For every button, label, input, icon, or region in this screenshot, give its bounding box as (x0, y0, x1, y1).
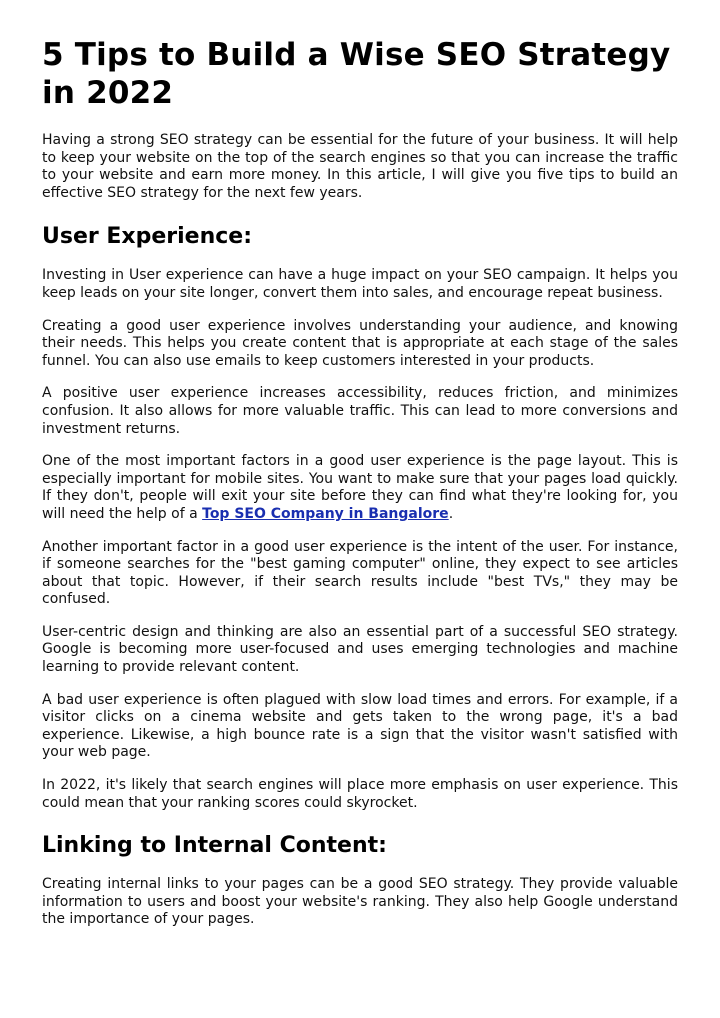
section-heading: User Experience: (42, 224, 253, 250)
paragraph: In 2022, it's likely that search engines will place more emphasis on user experience. This could mean that your ranking scores could skyrocket. (42, 777, 678, 811)
paragraph: A bad user experience is often plagued with slow load times and errors. For example, if a visitor clicks on a cinema website and gets taken to the wrong page, it's a bad experience. Likewise, a high bounce rate is a sign that the visitor wasn't satisfied with your web page. (42, 691, 678, 761)
paragraph: Creating a good user experience involves understanding your audience, and knowing their needs. This helps you create content that is appropriate at each stage of the sales funnel. You can also use emails to keep customers interested in your products. (42, 317, 678, 369)
paragraph-text-end: . (448, 505, 454, 522)
paragraph: Investing in User experience can have a huge impact on your SEO campaign. It helps you keep leads on your site longer, convert them into sales, and encourage repeat business. (42, 267, 678, 301)
paragraph-text: One of the most important factors in a good user experience is the page layout. This is especially important for mobile sites. You want to make sure that your pages load quickly. If they don't, people will exit your site before they can find what they're looking for, you will need the help of a (42, 453, 678, 522)
paragraph-with-link (42, 453, 678, 523)
article-title: 5 Tips to Build a Wise SEO Strategy in 2022 (42, 37, 671, 111)
section-internal-linking (42, 832, 678, 929)
paragraph: Another important factor in a good user experience is the intent of the user. For instance, if someone searches for the "best gaming computer" online, they expect to see articles about that topic. However, if their search results include "best TVs," they may be confused. (42, 538, 678, 608)
seo-company-link[interactable]: Top SEO Company in Bangalore (202, 505, 449, 522)
section-heading: Linking to Internal Content: (42, 833, 387, 859)
intro-paragraph: Having a strong SEO strategy can be essential for the future of your business. It will help to keep your website on the top of the search engines so that you can increase the traffic to your website and earn more money. In this article, I will give you five tips to build an effective SEO strategy for the next few years. (42, 132, 678, 201)
paragraph: Creating internal links to your pages can be a good SEO strategy. They provide valuable information to users and boost your website's ranking. They also help Google understand the importance of your pages. (42, 876, 678, 928)
paragraph: A positive user experience increases accessibility, reduces friction, and minimizes confusion. It also allows for more valuable traffic. This can lead to more conversions and investment returns. (42, 385, 678, 437)
section-user-experience (42, 223, 678, 812)
paragraph: User-centric design and thinking are also an essential part of a successful SEO strategy. Google is becoming more user-focused and uses emerging technologies and machine learning to provide relevant content. (42, 623, 678, 676)
